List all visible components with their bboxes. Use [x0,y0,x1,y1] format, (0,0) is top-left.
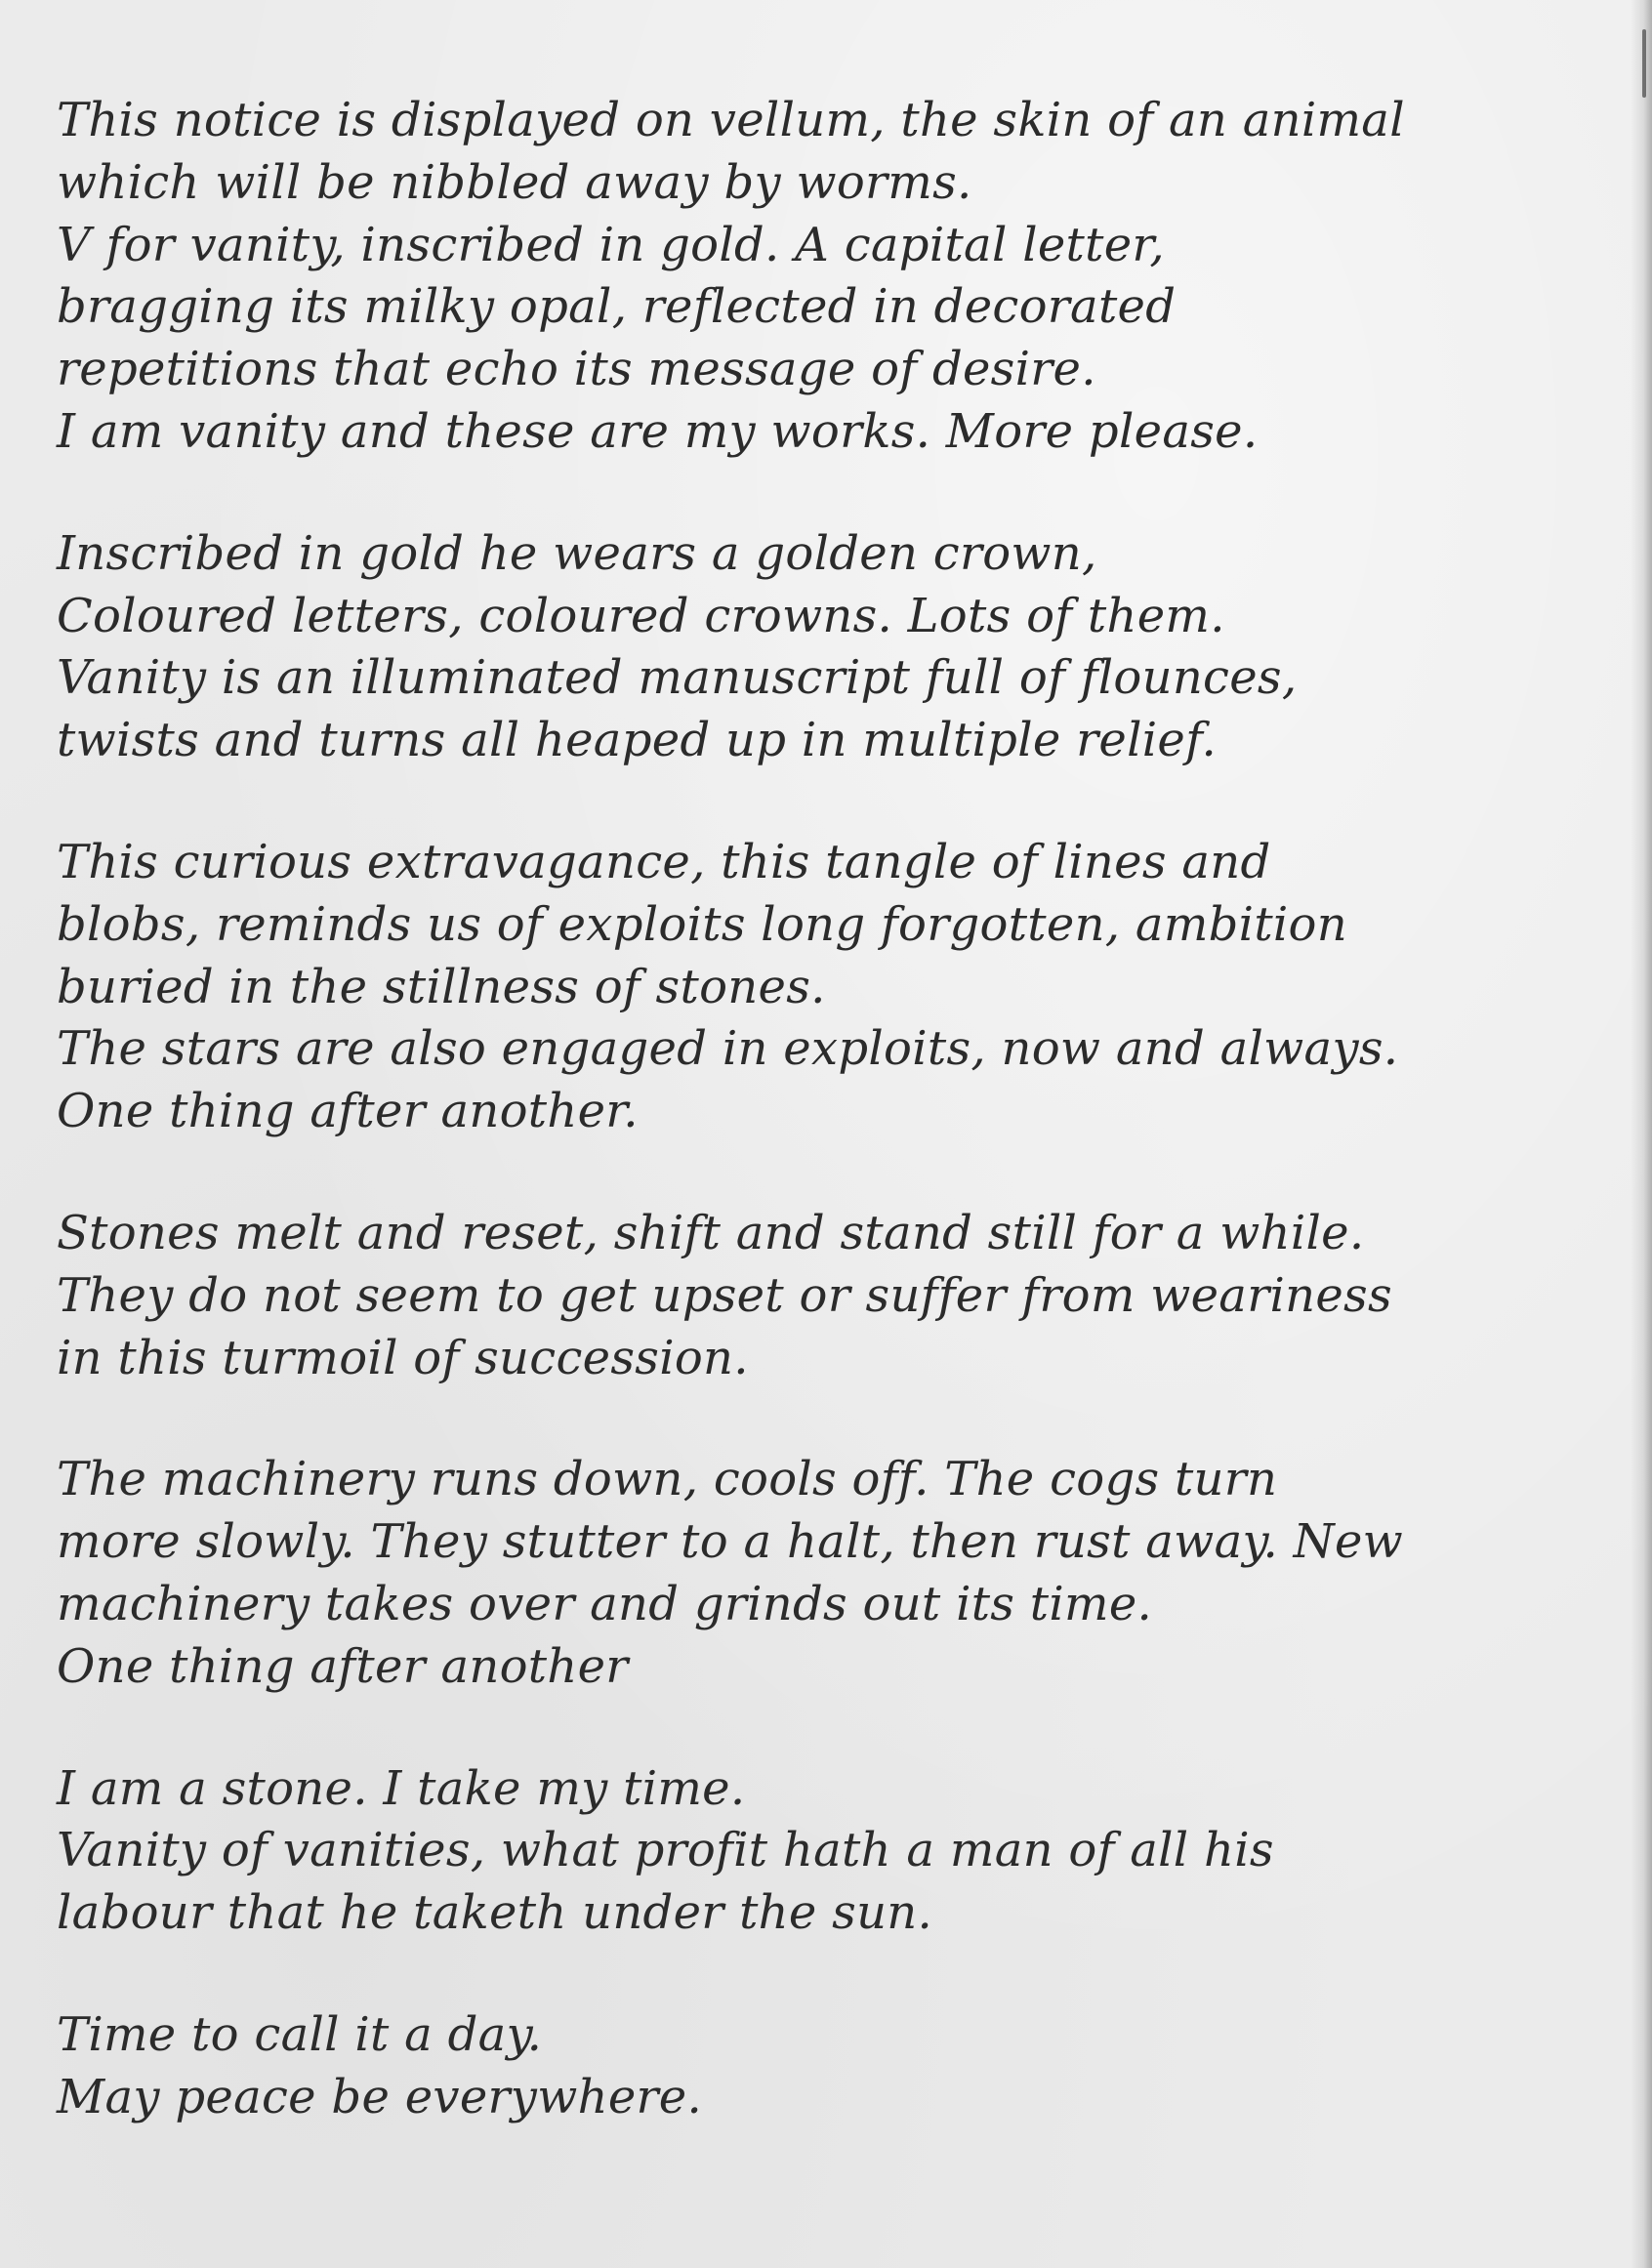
poem-line: more slowly. They stutter to a halt, then rust away. New [57,1514,1404,1570]
poem-line: Time to call it a day. [57,2006,543,2062]
poem-line: blobs, reminds us of exploits long forgotten, ambition [57,896,1347,952]
poem-line: One thing after another [57,1638,629,1694]
stanza-5 [57,1449,1580,1698]
poem-line: Stones melt and reset, shift and stand still for a while. [57,1205,1365,1260]
stanza-6 [57,1758,1580,1945]
stanza-4 [57,1203,1580,1389]
poem-line: Vanity is an illuminated manuscript full of flounces, [57,650,1298,706]
stanza-2 [57,523,1580,772]
poem-line: They do not seem to get upset or suffer from weariness [57,1267,1392,1323]
stanza-1 [57,90,1580,464]
poem-line: in this turmoil of succession. [57,1330,749,1385]
poem-line: labour that he taketh under the sun. [57,1885,933,1941]
poem-line: repetitions that echo its message of desire. [57,342,1096,397]
page-edge-shadow [1631,0,1652,2268]
poem-line: I am vanity and these are my works. More please. [57,403,1259,459]
calligraphy-poem [57,90,1580,2129]
poem-line: twists and turns all heaped up in multiple relief. [57,713,1217,768]
poem-line: This curious extravagance, this tangle of lines and [57,834,1271,889]
poem-line: The machinery runs down, cools off. The cogs turn [57,1452,1278,1507]
poem-line: One thing after another. [57,1084,639,1139]
poem-line: V for vanity, inscribed in gold. A capital letter, [57,217,1165,272]
stanza-3 [57,832,1580,1143]
poem-line: Vanity of vanities, what profit hath a man of all his [57,1823,1274,1878]
stanza-7 [57,2004,1580,2129]
poem-line: I am a stone. I take my time. [57,1760,746,1816]
poem-line: May peace be everywhere. [57,2069,703,2124]
poem-line: Coloured letters, coloured crowns. Lots of them. [57,588,1225,643]
poem-line: Inscribed in gold he wears a golden crown, [57,525,1097,581]
poem-line: bragging its milky opal, reflected in decorated [57,279,1177,335]
poem-line: buried in the stillness of stones. [57,959,826,1014]
poem-line: This notice is displayed on vellum, the skin of an animal [57,93,1405,147]
edge-mark [1642,29,1646,98]
poem-line: which will be nibbled away by worms. [57,154,972,210]
poem-line: The stars are also engaged in exploits, now and always. [57,1021,1399,1077]
poem-line: machinery takes over and grinds out its time. [57,1576,1153,1631]
